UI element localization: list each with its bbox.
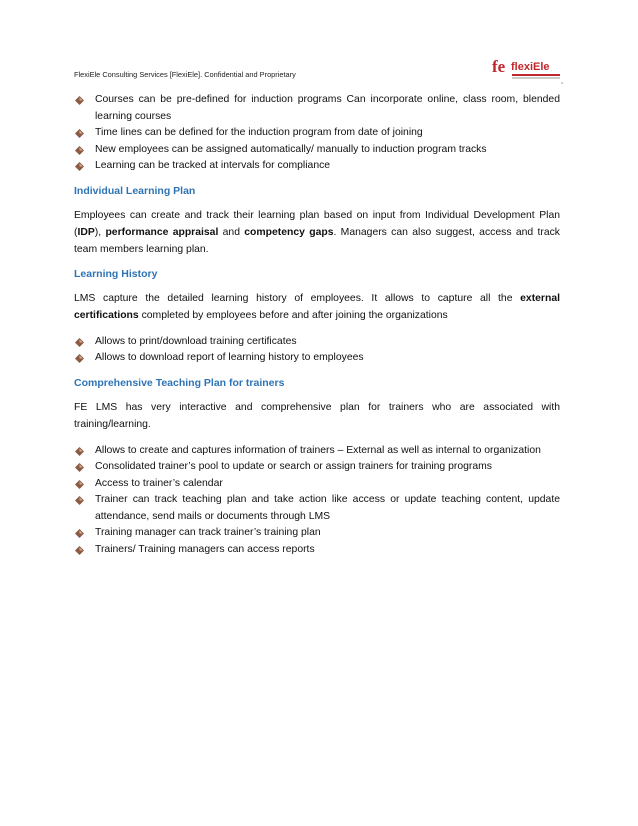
flexiele-logo: [490, 52, 572, 86]
bullet-text: Courses can be pre-defined for induction programs Can incorporate online, class room, blended learning courses: [95, 94, 560, 122]
list-item: [74, 542, 560, 559]
diamond-bullet-icon: [75, 162, 84, 171]
diamond-bullet-icon: [75, 129, 84, 138]
diamond-bullet-icon: [75, 480, 84, 489]
ilp-text-4: . Managers can also suggest, access and track team members learning plan.: [74, 226, 560, 255]
diamond-bullet-icon: [75, 354, 84, 363]
section-heading-learning-history: Learning History: [74, 267, 158, 280]
list-item: [74, 158, 560, 175]
diamond-bullet-icon: [75, 447, 84, 456]
bullet-text: Learning can be tracked at intervals for compliance: [95, 160, 331, 171]
history-paragraph: [74, 290, 560, 324]
bullet-text: Access to trainer’s calendar: [95, 477, 223, 489]
bullet-text: New employees can be assigned automatically/ manually to induction program tracks: [95, 143, 487, 155]
bullet-text: Trainers/ Training managers can access reports: [95, 543, 315, 555]
section-heading-teaching-plan: Comprehensive Teaching Plan for trainers: [74, 376, 285, 389]
diamond-bullet-icon: [75, 463, 84, 472]
header-confidential-text: FlexiEle Consulting Services [FlexiEle]. Confidential and Proprietary: [74, 70, 296, 79]
ilp-text-3: and: [218, 226, 245, 238]
list-item: [74, 476, 560, 493]
list-item: [74, 492, 560, 525]
diamond-bullet-icon: [75, 529, 84, 538]
history-external-bold: external certifications: [74, 292, 560, 321]
bullet-text: Training manager can track trainer’s training plan: [95, 527, 321, 538]
list-item: [74, 92, 560, 125]
list-item: [74, 525, 560, 542]
history-bullet-list: [74, 334, 560, 367]
diamond-bullet-icon: [75, 546, 84, 555]
bullet-text: Trainer can track teaching plan and take action like access or update teaching content, update attendance, send mails or documents through LMS: [95, 494, 560, 522]
diamond-bullet-icon: [75, 496, 84, 505]
ilp-performance-bold: performance appraisal: [105, 226, 219, 238]
history-text-1: LMS capture the detailed learning history of employees. It allows to capture all the: [74, 292, 521, 304]
diamond-bullet-icon: [75, 146, 84, 155]
bullet-text: Time lines can be defined for the induction program from date of joining: [95, 127, 423, 138]
list-item: [74, 459, 560, 476]
teaching-paragraph: FE LMS has very interactive and comprehensive plan for trainers who are associated with training/learning.: [74, 401, 560, 430]
ilp-gaps-bold: competency gaps: [244, 226, 334, 238]
bullet-text: Allows to download report of learning history to employees: [95, 352, 364, 363]
list-item: [74, 350, 560, 367]
list-item: [74, 334, 560, 351]
bullet-text: Consolidated trainer’s pool to update or search or assign trainers for training programs: [95, 461, 492, 472]
diamond-bullet-icon: [75, 96, 84, 105]
teaching-bullet-list: [74, 443, 560, 559]
ilp-paragraph: [74, 207, 560, 258]
ilp-text-1: Employees can create and track their learning plan based on input from Individual Development Plan (: [74, 209, 560, 238]
svg-text:flexiEle: flexiEle: [511, 61, 550, 73]
section-heading-individual-learning-plan: Individual Learning Plan: [74, 184, 196, 197]
intro-bullet-list: [74, 92, 560, 175]
bullet-text: Allows to print/download training certificates: [95, 335, 297, 347]
svg-text:fe: fe: [492, 57, 506, 76]
diamond-bullet-icon: [75, 338, 84, 347]
list-item: [74, 443, 560, 460]
list-item: [74, 142, 560, 159]
history-text-2: completed by employees before and after joining the organizations: [138, 309, 448, 321]
ilp-idp-bold: IDP: [77, 226, 95, 238]
ilp-text-2: ),: [94, 226, 106, 238]
list-item: [74, 125, 560, 142]
main-content: [74, 92, 560, 558]
bullet-text: Allows to create and captures information of trainers – External as well as internal to organization: [95, 444, 541, 456]
